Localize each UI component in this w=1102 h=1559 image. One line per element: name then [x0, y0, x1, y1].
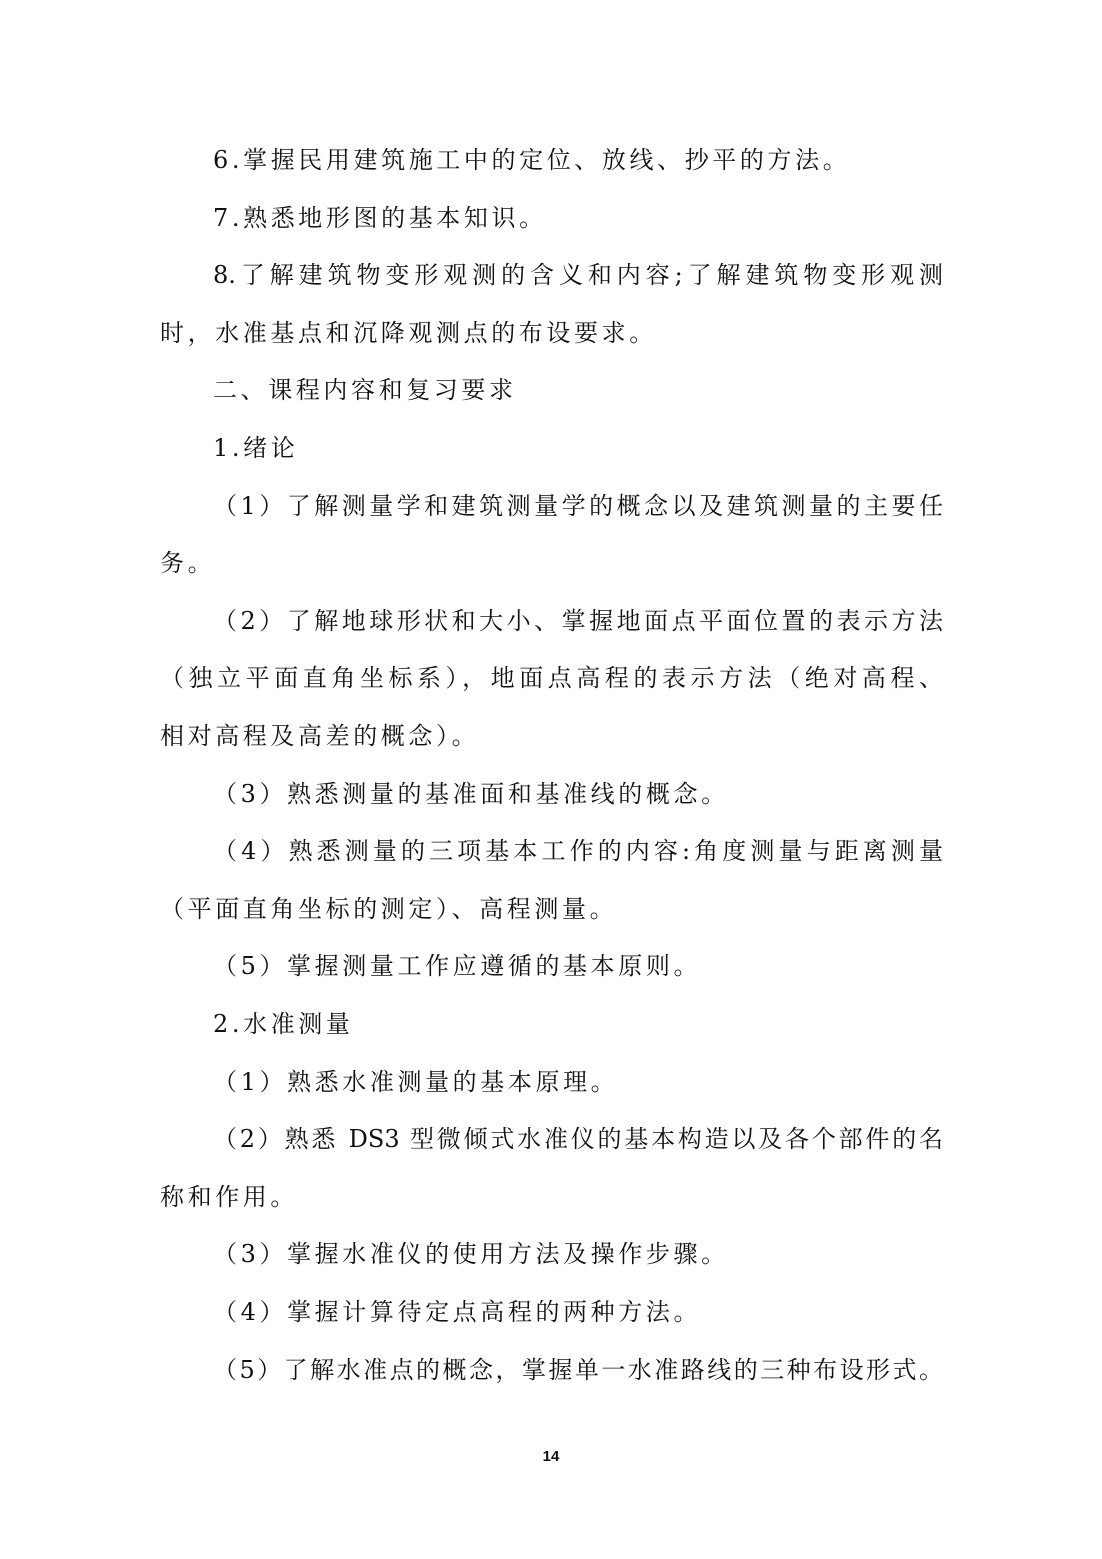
text-line: 称和作用。 — [160, 1182, 298, 1211]
text-line: 7.熟悉地形图的基本知识。 — [213, 203, 547, 232]
text-line: 6.掌握民用建筑施工中的定位、放线、抄平的方法。 — [213, 146, 851, 174]
text-line: （3）掌握水准仪的使用方法及操作步骤。 — [213, 1240, 729, 1269]
text-line: 2.水准测量 — [213, 1010, 354, 1038]
text-line: 8.了解建筑物变形观测的含义和内容;了解建筑物变形观测 — [213, 261, 943, 290]
text-line: （1）熟悉水准测量的基本原理。 — [213, 1067, 619, 1096]
text-line: （1）了解测量学和建筑测量学的概念以及建筑测量的主要任 — [213, 491, 943, 520]
text-line: （5）了解水准点的概念，掌握单一水准路线的三种布设形式。 — [213, 1355, 943, 1384]
text-line: （4）熟悉测量的三项基本工作的内容:角度测量与距离测量 — [213, 837, 943, 866]
text-line: （平面直角坐标的测定）、高程测量。 — [160, 894, 618, 923]
text-line: （4）掌握计算待定点高程的两种方法。 — [213, 1298, 702, 1326]
text-line: （3）熟悉测量的基准面和基准线的概念。 — [213, 779, 729, 808]
page-number: 14 — [542, 1448, 560, 1465]
text-line: 时，水准基点和沉降观测点的布设要求。 — [160, 318, 657, 347]
text-line: （独立平面直角坐标系），地面点高程的表示方法（绝对高程、 — [160, 664, 943, 693]
text-line: （5）掌握测量工作应遵循的基本原则。 — [213, 952, 702, 981]
text-line: 务。 — [160, 549, 216, 578]
text-line: （2）了解地球形状和大小、掌握地面点平面位置的表示方法 — [213, 606, 943, 635]
text-line: （2）熟悉 DS3 型微倾式水准仪的基本构造以及各个部件的名 — [213, 1125, 943, 1154]
text-line: 相对高程及高差的概念）。 — [160, 722, 480, 750]
text-line: 二、课程内容和复习要求 — [213, 376, 517, 405]
text-line: 1.绪论 — [213, 434, 299, 462]
